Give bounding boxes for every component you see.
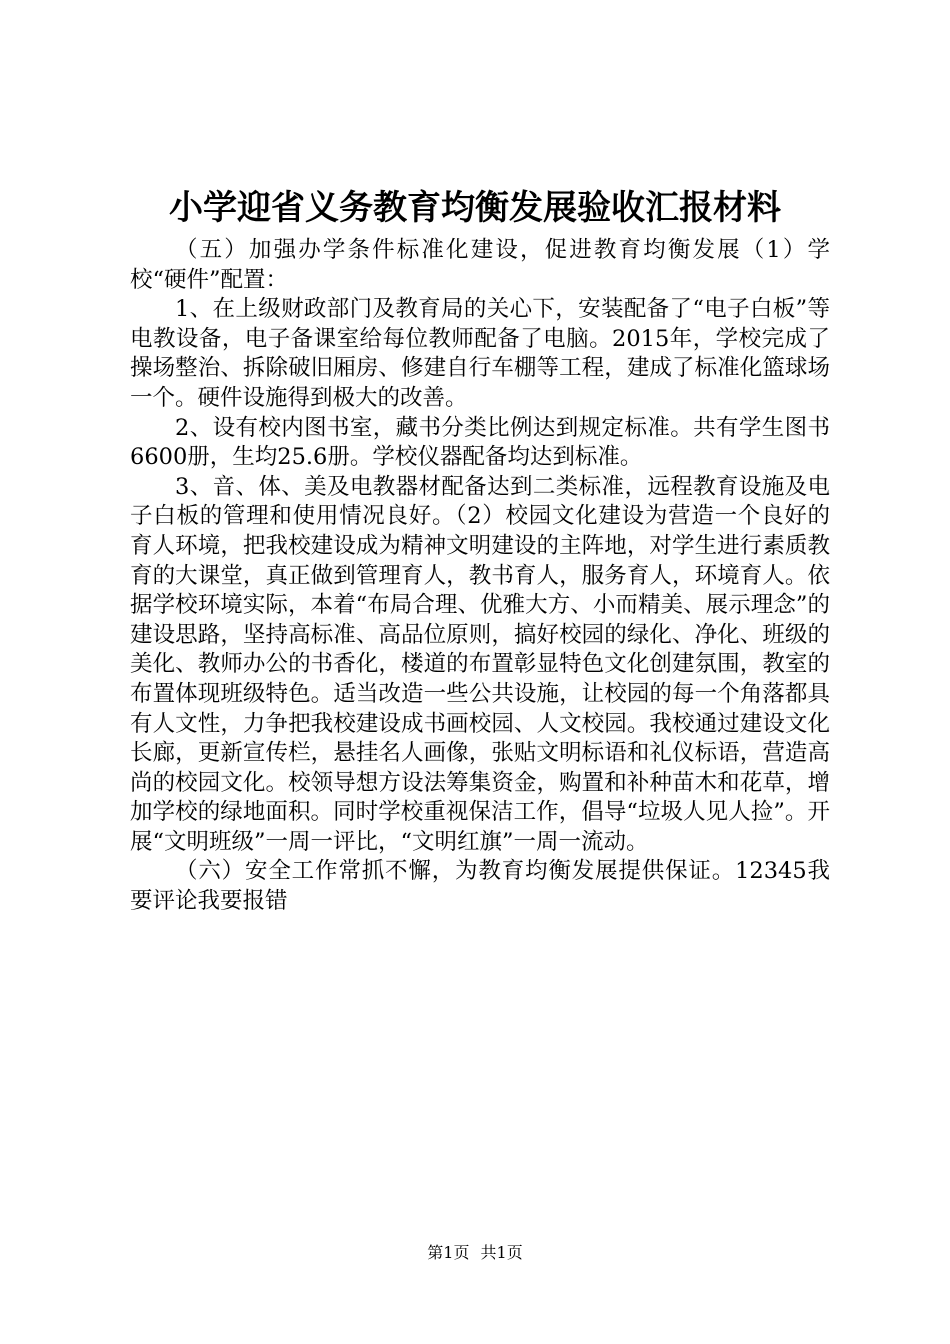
document-body [130,236,830,917]
paragraph-item-3: 3、音、体、美及电教器材配备达到二类标准，远程教育设施及电子白板的管理和使用情况良好。（2）校园文化建设为营造一个良好的育人环境，把我校建设成为精神文明建设的主阵地，对学生进行素质教育的大课堂，真正做到管理育人，教书育人，服务育人，环境育人。依据学校环境实际，本着“布局合理、优雅大方、小而精美、展示理念”的建设思路，坚持高标准、高品位原则，搞好校园的绿化、净化、班级的美化、教师办公的书香化，楼道的布置彰显特色文化创建氛围，教室的布置体现班级特色。适当改造一些公共设施，让校园的每一个角落都具有人文性，力争把我校建设成书画校园、人文校园。我校通过建设文化长廊，更新宣传栏，悬挂名人画像，张贴文明标语和礼仪标语，营造高尚的校园文化。校领导想方设法筹集资金，购置和补种苗木和花草，增加学校的绿地面积。同时学校重视保洁工作，倡导“垃圾人见人捡”。开展“文明班级”一周一评比，“文明红旗”一周一流动。 [130,473,830,855]
page-number-total: 共1页 [480,1243,523,1262]
page-footer [0,1242,950,1264]
paragraph-item-1: 1、在上级财政部门及教育局的关心下，安装配备了“电子白板”等电教设备，电子备课室给每位教师配备了电脑。2015年，学校完成了操场整治、拆除破旧厢房、修建自行车棚等工程，建成了标准化篮球场一个。硬件设施得到极大的改善。 [130,296,830,411]
document-title: 小学迎省义务教育均衡发展验收汇报材料 [169,188,781,228]
paragraph-section-five: （五）加强办学条件标准化建设，促进教育均衡发展（1）学校“硬件”配置： [130,237,830,293]
paragraph-section-six: （六）安全工作常抓不懈，为教育均衡发展提供保证。12345我要评论我要报错 [130,858,830,915]
page-number-current: 第1页 [427,1243,470,1262]
paragraph-item-2: 2、设有校内图书室，藏书分类比例达到规定标准。共有学生图书6600册，生均25.6册。学校仪器配备均达到标准。 [130,414,830,471]
